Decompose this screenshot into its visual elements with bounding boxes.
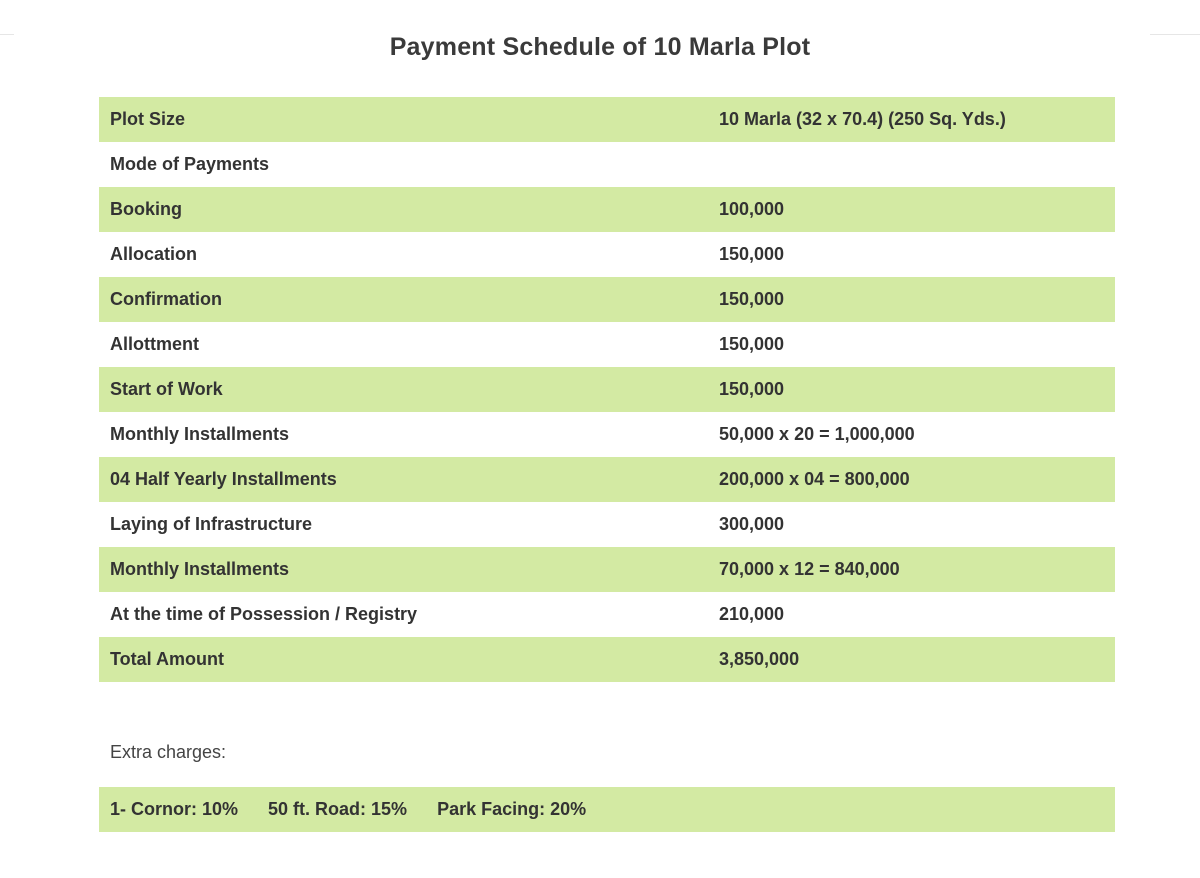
row-label: Mode of Payments (110, 154, 270, 174)
table-row (99, 592, 1115, 637)
table-row (99, 457, 1115, 502)
row-label: Confirmation (99, 277, 708, 322)
row-value: 200,000 x 04 = 800,000 (708, 457, 1115, 502)
row-label: Allottment (110, 334, 199, 354)
row-value: 210,000 (719, 604, 785, 624)
row-value: 70,000 x 12 = 840,000 (708, 547, 1115, 592)
extra-charge-corner: 1- Cornor: 10% (110, 799, 239, 819)
page-title: Payment Schedule of 10 Marla Plot (389, 33, 811, 61)
row-value: 150,000 (708, 277, 1115, 322)
row-value: 300,000 (719, 514, 785, 534)
row-value: 100,000 (708, 187, 1115, 232)
row-label: Allocation (110, 244, 198, 264)
extra-charges-bar (99, 787, 1115, 832)
row-label: Booking (99, 187, 708, 232)
row-value: 50,000 x 20 = 1,000,000 (719, 424, 915, 444)
row-label: Monthly Installments (99, 547, 708, 592)
row-value: 150,000 (719, 244, 785, 264)
row-value: 3,850,000 (708, 637, 1115, 682)
row-label: Plot Size (99, 97, 708, 142)
extra-charge-road: 50 ft. Road: 15% (268, 799, 408, 819)
table-row (99, 322, 1115, 367)
extra-charges-label: Extra charges: (110, 742, 227, 762)
table-row (99, 277, 1115, 322)
row-value: 10 Marla (32 x 70.4) (250 Sq. Yds.) (708, 97, 1115, 142)
row-label: 04 Half Yearly Installments (99, 457, 708, 502)
row-label: Laying of Infrastructure (110, 514, 313, 534)
row-label: Monthly Installments (110, 424, 290, 444)
row-label: Start of Work (99, 367, 708, 412)
table-row (99, 502, 1115, 547)
table-row (99, 412, 1115, 457)
table-row (99, 547, 1115, 592)
row-value (708, 142, 1115, 187)
row-label: At the time of Possession / Registry (110, 604, 418, 624)
payment-schedule-table (99, 97, 1115, 682)
row-value: 150,000 (708, 367, 1115, 412)
table-row-total (99, 637, 1115, 682)
row-label: Total Amount (99, 637, 708, 682)
table-row (99, 367, 1115, 412)
table-row (99, 142, 1115, 187)
table-row (99, 232, 1115, 277)
row-value: 150,000 (719, 334, 785, 354)
table-row (99, 97, 1115, 142)
extra-charge-park-facing: Park Facing: 20% (437, 799, 587, 819)
table-row (99, 187, 1115, 232)
